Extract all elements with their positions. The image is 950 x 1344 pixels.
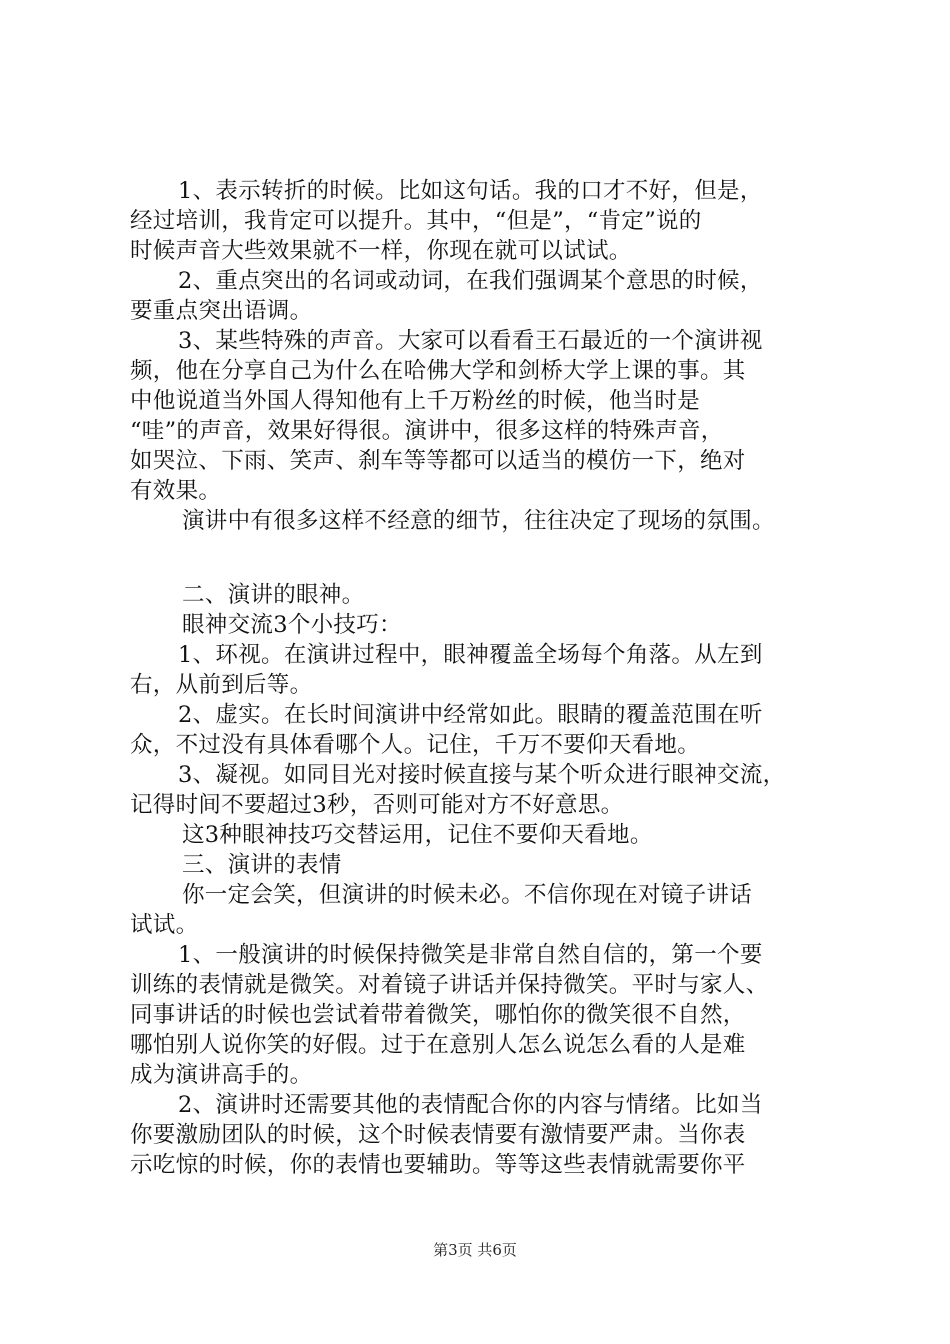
paragraph-line: 1、环视。在演讲过程中，眼神覆盖全场每个角落。从左到 bbox=[178, 642, 763, 668]
page-footer: 第3页 共6页 bbox=[433, 1241, 517, 1259]
paragraph-line: 1、表示转折的时候。比如这句话。我的口才不好，但是， bbox=[178, 178, 763, 204]
paragraph-line: 中他说道当外国人得知他有上千万粉丝的时候，他当时是 bbox=[130, 388, 701, 414]
paragraph-line: 眼神交流3个小技巧： bbox=[182, 612, 402, 638]
body-text bbox=[130, 176, 850, 1180]
paragraph-line: 2、演讲时还需要其他的表情配合你的内容与情绪。比如当 bbox=[178, 1092, 763, 1118]
paragraph-line: 这3种眼神技巧交替运用，记住不要仰天看地。 bbox=[182, 822, 653, 848]
paragraph-line: 成为演讲高手的。 bbox=[130, 1062, 313, 1088]
paragraph-line: 要重点突出语调。 bbox=[130, 298, 313, 324]
paragraph-line: 演讲中有很多这样不经意的细节，往往决定了现场的氛围。 bbox=[182, 508, 775, 534]
paragraph-line: 1、一般演讲的时候保持微笑是非常自然自信的，第一个要 bbox=[178, 942, 763, 968]
paragraph-line: 同事讲话的时候也尝试着带着微笑，哪怕你的微笑很不自然， bbox=[130, 1002, 746, 1028]
paragraph-line: 3、某些特殊的声音。大家可以看看王石最近的一个演讲视 bbox=[178, 328, 763, 354]
paragraph-line: 哪怕别人说你笑的好假。过于在意别人怎么说怎么看的人是难 bbox=[130, 1032, 746, 1058]
paragraph-line: 你一定会笑，但演讲的时候未必。不信你现在对镜子讲话 bbox=[182, 882, 753, 908]
paragraph-line: “哇”的声音，效果好得很。演讲中，很多这样的特殊声音， bbox=[130, 418, 724, 444]
paragraph-line: 2、重点突出的名词或动词，在我们强调某个意思的时候， bbox=[178, 268, 763, 294]
paragraph-line: 2、虚实。在长时间演讲中经常如此。眼睛的覆盖范围在听 bbox=[178, 702, 763, 728]
paragraph-line: 有效果。 bbox=[130, 478, 222, 504]
paragraph-line: 经过培训，我肯定可以提升。其中，“但是”，“肯定”说的 bbox=[130, 208, 702, 234]
paragraph-line: 众，不过没有具体看哪个人。记住，千万不要仰天看地。 bbox=[130, 732, 701, 758]
paragraph-line: 时候声音大些效果就不一样，你现在就可以试试。 bbox=[130, 238, 632, 264]
section-heading: 三、演讲的表情 bbox=[182, 852, 342, 878]
paragraph-line: 示吃惊的时候，你的表情也要辅助。等等这些表情就需要你平 bbox=[130, 1152, 746, 1178]
paragraph-line: 3、凝视。如同目光对接时候直接与某个听众进行眼神交流， bbox=[178, 762, 786, 788]
paragraph-line: 你要激励团队的时候，这个时候表情要有激情要严肃。当你表 bbox=[130, 1122, 746, 1148]
paragraph-line: 如哭泣、下雨、笑声、刹车等等都可以适当的模仿一下，绝对 bbox=[130, 448, 746, 474]
paragraph-line: 右，从前到后等。 bbox=[130, 672, 313, 698]
paragraph-line: 训练的表情就是微笑。对着镜子讲话并保持微笑。平时与家人、 bbox=[130, 972, 769, 998]
paragraph-line: 试试。 bbox=[130, 912, 199, 938]
paragraph-gap bbox=[130, 536, 850, 580]
section-heading: 二、演讲的眼神。 bbox=[182, 582, 365, 608]
paragraph-line: 记得时间不要超过3秒，否则可能对方不好意思。 bbox=[130, 792, 624, 818]
paragraph-line: 频，他在分享自己为什么在哈佛大学和剑桥大学上课的事。其 bbox=[130, 358, 746, 384]
